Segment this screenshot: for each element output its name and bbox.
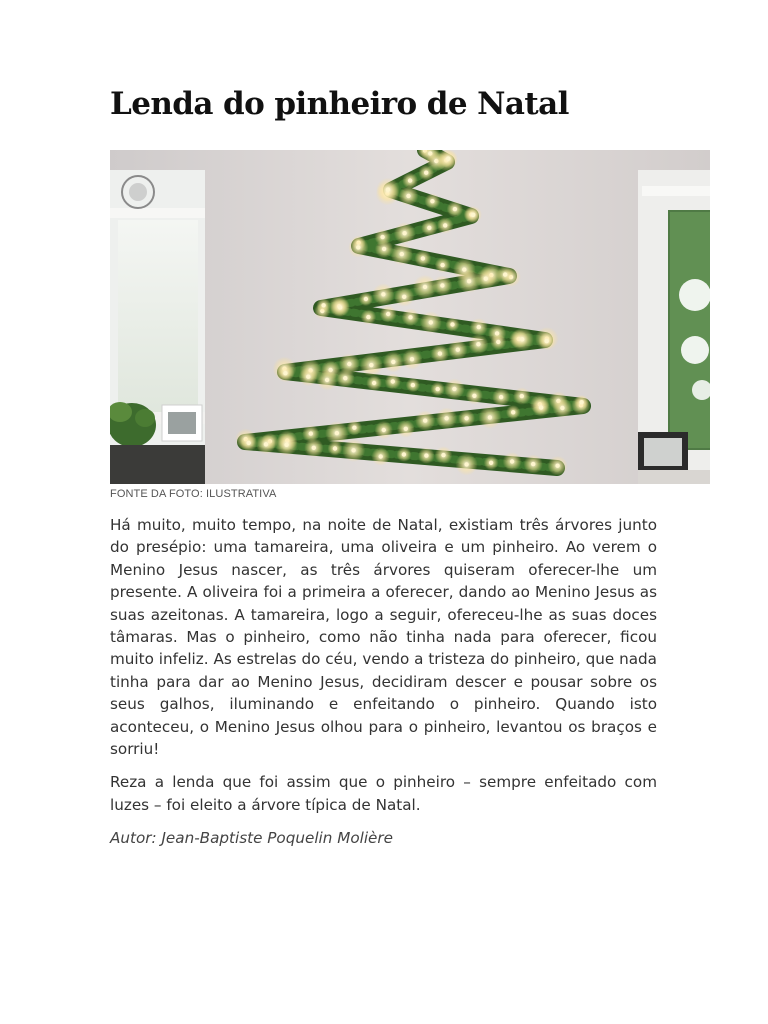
tree-light xyxy=(386,312,390,316)
tree-light xyxy=(520,394,524,398)
tree-light xyxy=(443,223,447,227)
tree-light xyxy=(450,322,454,326)
tree-light xyxy=(477,325,481,329)
tree-light xyxy=(545,339,549,343)
tree-light xyxy=(335,431,339,435)
tree-light xyxy=(421,256,425,260)
tree-light xyxy=(382,247,386,251)
tree-light xyxy=(438,351,442,355)
tree-light xyxy=(560,406,564,410)
tree-light xyxy=(510,459,514,463)
author-credit: Autor: Jean-Baptiste Poquelin Molière xyxy=(110,829,393,848)
tree-light xyxy=(402,452,406,456)
tree-light xyxy=(531,462,535,466)
tree-light xyxy=(402,295,406,299)
tree-light xyxy=(343,376,347,380)
tree-light xyxy=(411,383,415,387)
tree-light xyxy=(579,400,583,404)
tree-light xyxy=(406,194,410,198)
tree-light xyxy=(489,461,493,465)
tree-light xyxy=(424,171,428,175)
christmas-tree-photo xyxy=(110,150,710,484)
tree-light xyxy=(440,283,444,287)
tree-light xyxy=(423,418,427,422)
tree-light xyxy=(499,395,503,399)
tree-light xyxy=(382,428,386,432)
tree-light xyxy=(436,387,440,391)
tree-light xyxy=(511,410,515,414)
tree-light xyxy=(476,342,480,346)
tree-light xyxy=(410,357,414,361)
tree-light xyxy=(427,226,431,230)
tree-light xyxy=(446,156,450,160)
tree-light xyxy=(424,453,428,457)
tree-light xyxy=(366,315,370,319)
tree-light xyxy=(408,178,412,182)
tree-light xyxy=(369,363,373,367)
article-body xyxy=(110,514,657,861)
tree-light xyxy=(333,446,337,450)
tree-light xyxy=(247,441,251,445)
tree-light xyxy=(379,454,383,458)
tree-light xyxy=(464,462,468,466)
tree-light xyxy=(306,375,310,379)
tree-light xyxy=(444,416,448,420)
tree-light xyxy=(503,272,507,276)
tree-light xyxy=(467,279,471,283)
tree-light xyxy=(402,231,406,235)
tree-light xyxy=(440,263,444,267)
tree-light xyxy=(372,381,376,385)
tree-light xyxy=(539,405,543,409)
tree-light xyxy=(380,235,384,239)
tree-light xyxy=(496,340,500,344)
tree-light xyxy=(472,394,476,398)
tree-light xyxy=(352,426,356,430)
tree-light xyxy=(381,292,385,296)
tree-light xyxy=(456,348,460,352)
tree-light xyxy=(471,213,475,217)
tree-light xyxy=(364,297,368,301)
tree-light xyxy=(441,453,445,457)
right-window xyxy=(638,170,710,484)
page-title: Lenda do pinheiro de Natal xyxy=(110,86,569,122)
tree-light xyxy=(351,448,355,452)
tree-light xyxy=(284,443,288,447)
tree-light xyxy=(264,442,268,446)
tree-light xyxy=(309,431,313,435)
tree-light xyxy=(325,378,329,382)
tree-light xyxy=(404,427,408,431)
tree-light xyxy=(464,416,468,420)
tree-light xyxy=(356,245,360,249)
tree-light xyxy=(452,387,456,391)
tree-light xyxy=(283,371,287,375)
tree-light xyxy=(400,252,404,256)
photo-caption: FONTE DA FOTO: ILUSTRATIVA xyxy=(110,488,277,500)
paragraph-conclusion: Reza a lenda que foi assim que o pinheiro – sempre enfeitado com luzes – foi eleito a árvore típica de Natal. xyxy=(110,773,657,814)
tree-light xyxy=(347,362,351,366)
tree-light xyxy=(484,277,488,281)
tree-light xyxy=(555,464,559,468)
tree-light xyxy=(391,360,395,364)
tree-light xyxy=(430,199,434,203)
tree-light xyxy=(429,320,433,324)
tree-light xyxy=(391,379,395,383)
tree-light xyxy=(408,315,412,319)
tree-light xyxy=(386,187,390,191)
tree-light xyxy=(338,305,342,309)
tree-light xyxy=(321,303,325,307)
left-window xyxy=(110,170,205,484)
paragraph-legend: Há muito, muito tempo, na noite de Natal, existiam três árvores junto do presépio: uma tamareira, uma oliveira e um pinheiro. Ao verem o Menino Jesus nascer, as três árvores quiseram oferecer-lhe um presente. A oliveira foi a primeira a oferecer, dando ao Menino Jesus as suas azeitonas. A tamareira, logo a seguir, ofereceu-lhe as suas doces tâmaras. Mas o pinheiro, como não tinha nada para oferecer, ficou muito infeliz. As estrelas do céu, vendo a tristeza do pinheiro, que nada tinha para dar ao Menino Jesus, decidiram descer e pousar sobre os seus galhos, iluminando e enfeitando o pinheiro. Quando isto aconteceu, o Menino Jesus olhou para o pinheiro, levantou os braços e sorriu! xyxy=(110,516,657,759)
tree-light xyxy=(423,285,427,289)
tree-light xyxy=(488,415,492,419)
tree-light xyxy=(453,207,457,211)
tree-light xyxy=(312,446,316,450)
tree-light xyxy=(520,337,524,341)
